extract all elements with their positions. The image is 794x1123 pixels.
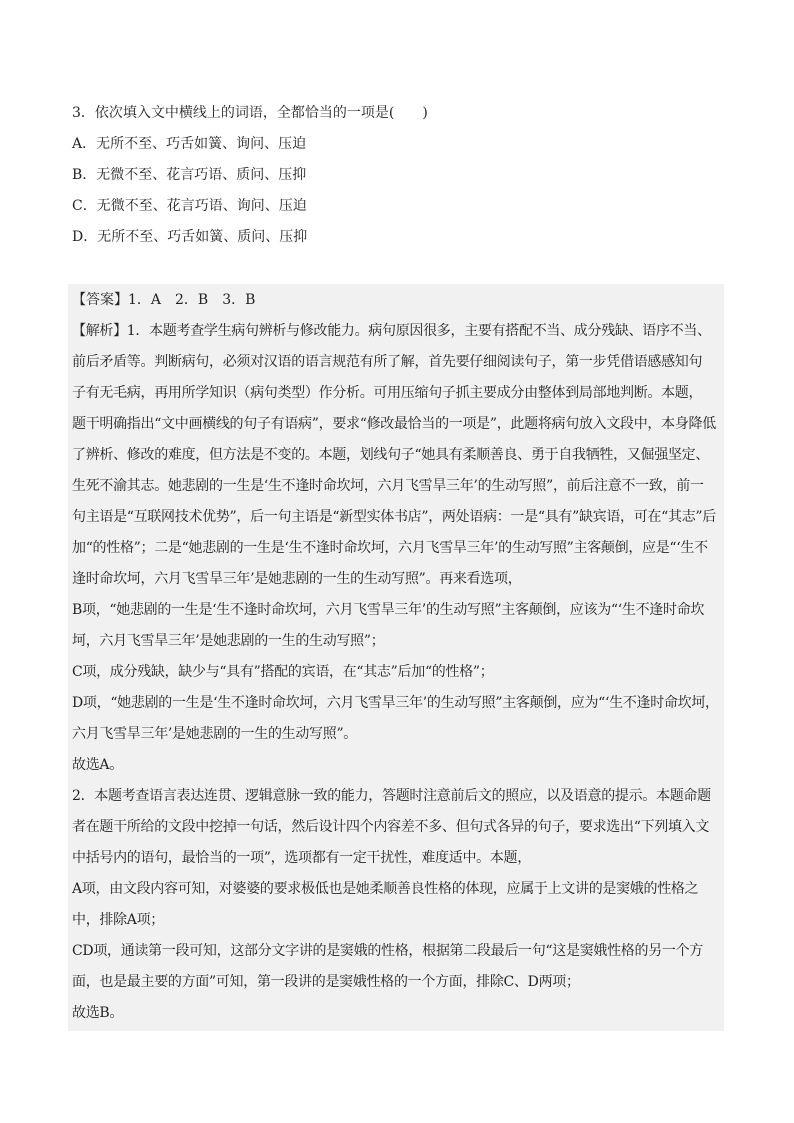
explanation-line: 者在题干所给的文段中挖掉一句话，然后设计四个内容差不多、但句式各异的句子，要求选出“下列填入文 bbox=[72, 819, 710, 835]
explanation-line: D项，“她悲剧的一生是‘生不逢时命坎坷，六月飞雪旱三年’的生动写照”主客颠倒，应为“‘生不逢时命坎坷， bbox=[72, 695, 719, 711]
explanation-line: 句主语是“互联网技术优势”，后一句主语是“新型实体书店”，两处语病：一是“具有”缺宾语，可在“其志”后 bbox=[72, 509, 716, 525]
option-b: B．无微不至、花言巧语、质问、压抑 bbox=[72, 167, 307, 183]
explanation-line: 面，也是最主要的方面”可知，第一段讲的是窦娥性格的一个方面，排除C、D两项； bbox=[72, 974, 580, 990]
explanation-line: 六月飞雪旱三年’是她悲剧的一生的生动写照”。 bbox=[72, 726, 358, 742]
explanation-line: CD项，通读第一段可知，这部分文字讲的是窦娥的性格，根据第二段最后一句“这是窦娥性格的另一个方 bbox=[72, 943, 703, 959]
explanation-line: C项，成分残缺，缺少与“具有”搭配的宾语，在“其志”后加“的性格”； bbox=[72, 664, 494, 680]
answer-key: 【答案】1．A 2．B 3．B bbox=[72, 292, 256, 308]
explanation-line: 中，排除A项； bbox=[72, 912, 165, 928]
explanation-line: 2．本题考查语言表达连贯、逻辑意脉一致的能力，答题时注意前后文的照应，以及语意的提示。本题命题 bbox=[72, 788, 711, 804]
explanation-line: 了辨析、修改的难度，但方法是不变的。本题，划线句子“她具有柔顺善良、勇于自我牺牲，又倔强坚定、 bbox=[72, 447, 710, 463]
option-c: C．无微不至、花言巧语、询问、压迫 bbox=[72, 198, 307, 214]
explanation-line: 前后矛盾等。判断病句，必须对汉语的语言规范有所了解，首先要仔细阅读句子，第一步凭借语感感知句 bbox=[72, 354, 703, 370]
explanation-line: 生死不渝其志。她悲剧的一生是‘生不逢时命坎坷，六月飞雪旱三年’的生动写照”，前后注意不一致，前一 bbox=[72, 478, 704, 494]
explanation-line: 【解析】1．本题考查学生病句辨析与修改能力。病句原因很多，主要有搭配不当、成分残缺、语序不当、 bbox=[72, 323, 711, 339]
explanation-line: 故选A。 bbox=[72, 757, 123, 773]
option-d: D．无所不至、巧舌如簧、质问、压抑 bbox=[72, 229, 308, 245]
explanation-line: 故选B。 bbox=[72, 1005, 124, 1021]
explanation-line: 逢时命坎坷，六月飞雪旱三年’是她悲剧的一生的生动写照”。再来看选项， bbox=[72, 571, 522, 587]
explanation-line: A项，由文段内容可知，对婆婆的要求极低也是她柔顺善良性格的体现，应属于上文讲的是窦娥的性格之 bbox=[72, 881, 699, 897]
option-a: A．无所不至、巧舌如簧、询问、压迫 bbox=[72, 136, 307, 152]
explanation-line: 加“的性格”；二是“她悲剧的一生是‘生不逢时命坎坷，六月飞雪旱三年’的生动写照”主客颠倒，应是“‘生不 bbox=[72, 540, 708, 556]
question-stem: 3．依次填入文中横线上的词语，全都恰当的一项是( ) bbox=[72, 105, 428, 121]
explanation-line: B项，“她悲剧的一生是‘生不逢时命坎坷，六月飞雪旱三年’的生动写照”主客颠倒，应该为“‘生不逢时命坎 bbox=[72, 602, 705, 618]
question-3 bbox=[72, 101, 732, 256]
explanation-line: 子有无毛病，再用所学知识（病句类型）作分析。可用压缩句子抓主要成分由整体到局部地判断。本题， bbox=[72, 385, 703, 401]
explanation-line: 坷，六月飞雪旱三年’是她悲剧的一生的生动写照”； bbox=[72, 633, 385, 649]
answer-explanation-block bbox=[68, 284, 724, 1031]
explanation-line: 中括号内的语句，最恰当的一项”，选项都有一定干扰性，难度适中。本题， bbox=[72, 850, 531, 866]
explanation-line: 题干明确指出“文中画横线的句子有语病”，要求“修改最恰当的一项是”，此题将病句放入文段中，本身降低 bbox=[72, 416, 716, 432]
